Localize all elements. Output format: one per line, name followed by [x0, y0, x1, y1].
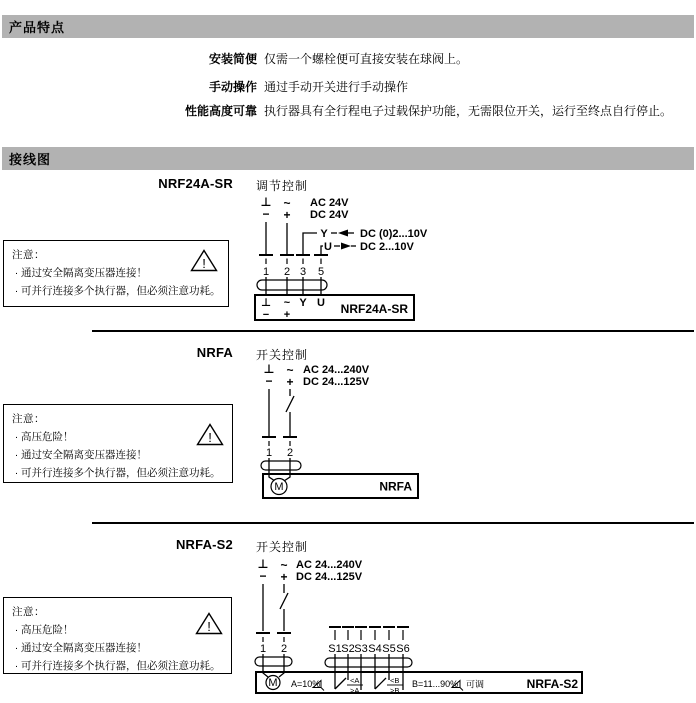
feature-text: 通过手动开关进行手动操作: [264, 80, 409, 94]
note-title: 注意：: [12, 249, 45, 261]
terminal-numbers: [260, 643, 287, 655]
feature-label: 性能高度可靠: [184, 104, 257, 118]
model-name-nrfa: NRFA: [196, 345, 233, 360]
note-box-nrfa-s2: [3, 597, 232, 674]
power-terminal-symbols: [264, 362, 294, 389]
power-terminal-symbols: [261, 195, 291, 222]
feature-text: 执行器具有全行程电子过载保护功能，无需限位开关，运行至终点自行停止。: [264, 104, 673, 118]
svg-text:U: U: [317, 297, 325, 309]
note-box-nrfa: [3, 404, 233, 483]
control-type-label: 开关控制: [256, 540, 309, 554]
svg-text:~: ~: [283, 196, 291, 210]
power-dc-label: DC 24...125V: [303, 376, 370, 388]
svg-text:2: 2: [283, 266, 291, 278]
note-item: · 通过安全隔离变压器连接！: [12, 264, 220, 282]
svg-text:S6: S6: [396, 643, 410, 655]
power-terminal-symbols: [258, 557, 288, 584]
terminal-breaks: [256, 633, 291, 642]
signal-u-output-arrow: [341, 243, 351, 250]
cable-bundle: [257, 280, 327, 290]
note-item: · 通过安全隔离变压器连接！: [12, 639, 223, 657]
note-item: · 高压危险！: [12, 428, 224, 446]
svg-text:−: −: [265, 374, 273, 388]
svg-text:3: 3: [299, 266, 307, 278]
features-section-title: 产品特点: [9, 20, 66, 35]
signal-y-input-arrow: [338, 230, 348, 237]
svg-text:>B: >B: [390, 686, 400, 695]
svg-text:⊥: ⊥: [260, 297, 272, 309]
aux-terminal-labels: [328, 643, 409, 655]
svg-text:+: +: [283, 208, 291, 222]
cable-bundle: [261, 461, 301, 470]
svg-text:1: 1: [265, 447, 273, 459]
svg-text:Y: Y: [299, 297, 307, 309]
svg-text:⊥: ⊥: [257, 557, 269, 571]
aux-b-range: B=11...90%: [412, 679, 459, 689]
terminal-numbers: [266, 447, 293, 459]
feature-label: 安装简便: [208, 52, 257, 66]
svg-text:−: −: [262, 207, 270, 221]
wire-lines: [269, 389, 290, 436]
note-title: 注意：: [12, 413, 45, 425]
svg-text:~: ~: [286, 363, 294, 377]
svg-text:⊥: ⊥: [263, 362, 275, 376]
note-box-nrf24a-sr: [3, 240, 229, 307]
bullet: ·: [14, 449, 19, 461]
wiring-section-title: 接线图: [9, 152, 52, 167]
switch-contact: [280, 593, 288, 609]
control-type-label: 调节控制: [256, 179, 309, 193]
svg-text:−: −: [259, 569, 267, 583]
bullet: ·: [14, 624, 19, 636]
bullet: ·: [14, 467, 19, 479]
warning-triangle-icon: [196, 422, 224, 447]
power-ac-label: AC 24...240V: [296, 559, 363, 571]
bullet: ·: [14, 431, 19, 443]
actuator-port-labels: [261, 297, 325, 321]
svg-text:5: 5: [317, 266, 325, 278]
terminal-breaks: [262, 437, 297, 446]
aux-b-adjustable-label: 可调: [466, 679, 485, 690]
aux-a-range: A=10%: [291, 679, 321, 689]
switch-contact: [286, 396, 294, 412]
model-name-nrfa-s2: NRFA-S2: [175, 537, 233, 552]
actuator-box-model: NRFA-S2: [526, 677, 578, 691]
svg-text:<B: <B: [390, 676, 400, 685]
signal-u-label: U: [324, 241, 332, 253]
svg-text:~: ~: [283, 297, 291, 309]
note-item: · 可并行连接多个执行器，但必须注意功耗。: [12, 464, 224, 482]
svg-text:S5: S5: [382, 643, 396, 655]
actuator-box-model: NRF24A-SR: [340, 302, 408, 316]
features-section-header: [2, 15, 694, 38]
section-divider: [92, 330, 694, 332]
section-divider: [92, 522, 694, 524]
bullet: ·: [14, 267, 19, 279]
note-item: · 高压危险！: [12, 621, 223, 639]
svg-text:1: 1: [262, 266, 270, 278]
power-dc-label: DC 24...125V: [296, 571, 363, 583]
svg-text:~: ~: [280, 558, 288, 572]
signal-u-range: DC 2...10V: [360, 241, 414, 253]
cable-bundle: [325, 658, 412, 667]
control-type-label: 开关控制: [256, 348, 309, 362]
bullet: ·: [14, 642, 19, 654]
wiring-diagram-nrfa-s2: [250, 530, 590, 700]
actuator-box-model: NRFA: [379, 479, 412, 494]
svg-text:!: !: [208, 430, 212, 445]
aux-switch-terminal-tops: [329, 627, 409, 640]
model-name-nrf24a-sr: NRF24A-SR: [158, 176, 233, 191]
svg-text:<A: <A: [350, 676, 360, 685]
note-item: · 可并行连接多个执行器，但必须注意功耗。: [12, 282, 220, 300]
svg-text:S3: S3: [354, 643, 368, 655]
bullet: ·: [14, 285, 19, 297]
svg-text:1: 1: [259, 643, 267, 655]
wiring-section-header: [2, 147, 694, 170]
power-dc-label: DC 24V: [310, 209, 349, 221]
warning-triangle-icon: [190, 248, 218, 273]
signal-y-range: DC (0)2...10V: [360, 228, 428, 240]
svg-text:⊥: ⊥: [260, 195, 272, 209]
bullet: ·: [14, 660, 19, 672]
note-title: 注意：: [12, 606, 45, 618]
svg-text:2: 2: [280, 643, 288, 655]
svg-text:!: !: [207, 619, 211, 634]
svg-text:>A: >A: [350, 686, 360, 695]
power-ac-label: AC 24V: [310, 197, 349, 209]
svg-text:+: +: [283, 309, 291, 321]
note-item: · 通过安全隔离变压器连接！: [12, 446, 224, 464]
svg-text:−: −: [262, 309, 270, 321]
svg-text:S1: S1: [328, 643, 342, 655]
feature-row: [0, 80, 696, 95]
wiring-diagram-nrf24a-sr: [250, 195, 440, 330]
power-ac-label: AC 24...240V: [303, 364, 370, 376]
wire-lines: [266, 222, 356, 254]
svg-text:+: +: [280, 570, 288, 584]
svg-text:+: +: [286, 375, 294, 389]
feature-text: 仅需一个螺栓便可直接安装在球阀上。: [264, 52, 469, 66]
cable-bundle: [255, 657, 292, 666]
motor-letter: M: [268, 677, 278, 689]
motor-letter: M: [274, 481, 284, 493]
feature-row: [0, 104, 696, 119]
svg-text:S4: S4: [368, 643, 382, 655]
feature-row: [0, 52, 696, 67]
svg-text:S2: S2: [341, 643, 355, 655]
note-item: · 可并行连接多个执行器，但必须注意功耗。: [12, 657, 223, 675]
terminal-breaks: [259, 255, 328, 264]
svg-text:2: 2: [286, 447, 294, 459]
feature-label: 手动操作: [208, 80, 257, 94]
signal-y-label: Y: [320, 228, 328, 240]
svg-text:!: !: [202, 256, 206, 271]
wiring-diagram-nrfa: [250, 340, 425, 505]
terminal-numbers: [263, 266, 324, 278]
warning-triangle-icon: [195, 611, 223, 636]
